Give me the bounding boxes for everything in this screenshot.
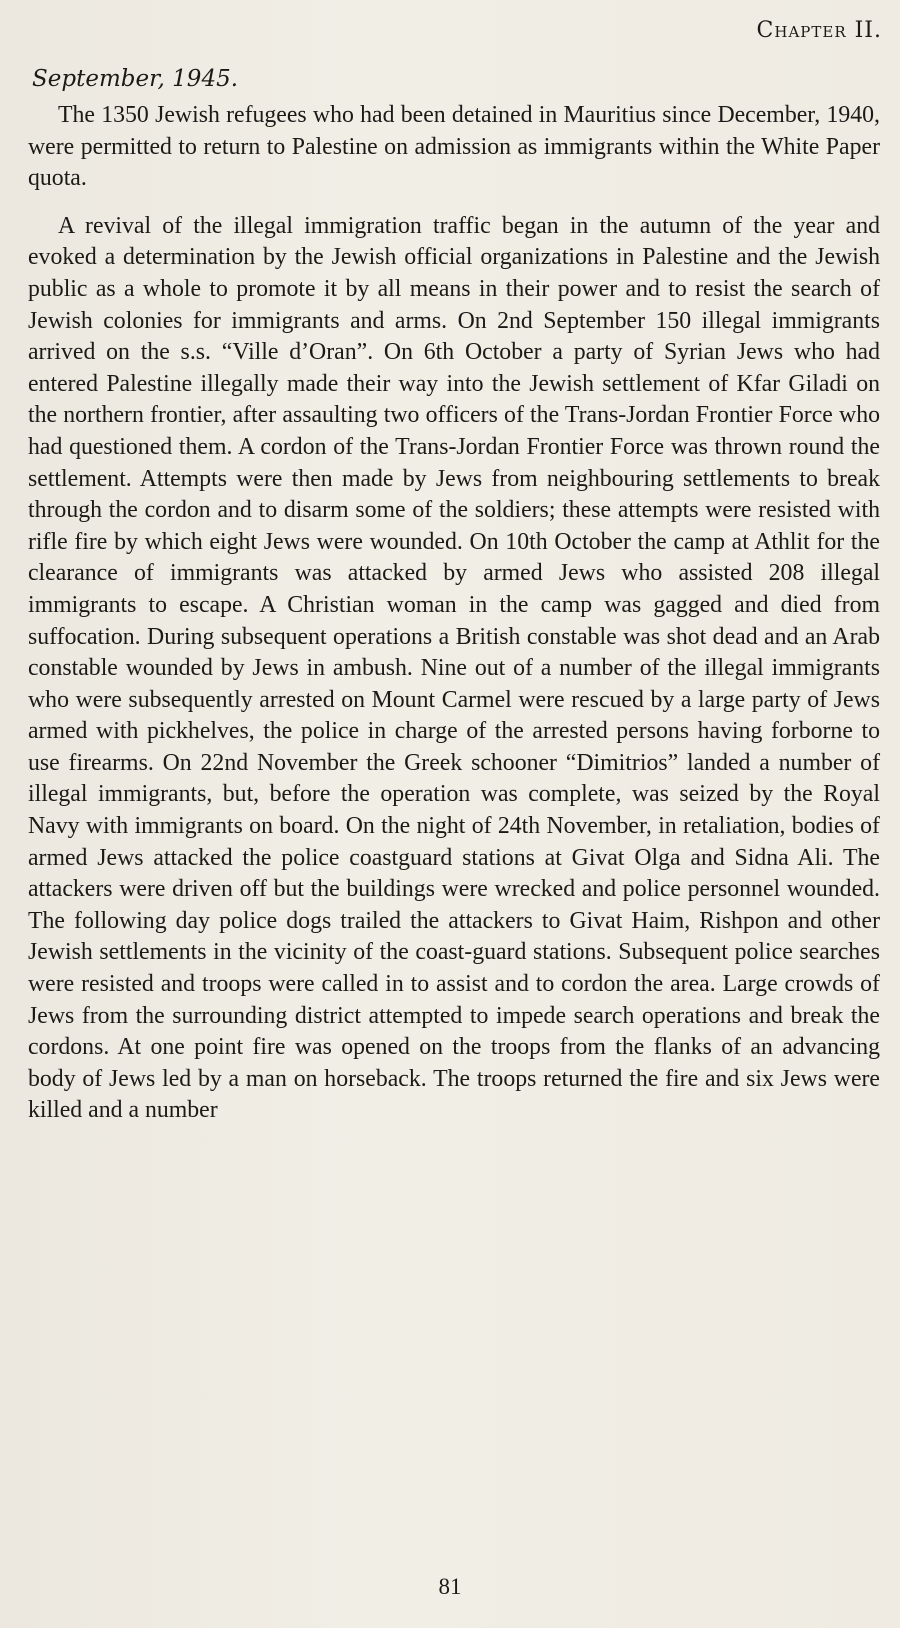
body-text: [28, 100, 880, 1127]
paragraph-illegal-immigration: A revival of the illegal immigration traffic began in the autumn of the year and evoked a determination by the Jewish official organizations in Palestine and the Jewish public as a whole to promote it by all means in their power and to resist the search of Jewish colonies for immigrants and arms. On 2nd September 150 illegal immigrants arrived on the s.s. “Ville d’Oran”. On 6th October a party of Syrian Jews who had entered Palestine illegally made their way into the Jewish settlement of Kfar Giladi on the northern frontier, after assaulting two officers of the Trans-Jordan Frontier Force who had questioned them. A cordon of the Trans-Jordan Frontier Force was thrown round the settlement. Attempts were then made by Jews from neighbouring settlements to break through the cordon and to disarm some of the soldiers; these attempts were resisted with rifle fire by which eight Jews were wounded. On 10th October the camp at Athlit for the clearance of immigrants was attacked by armed Jews who assisted 208 illegal immigrants to escape. A Christian woman in the camp was gagged and died from suffocation. During subsequent operations a British constable was shot dead and an Arab constable wounded by Jews in ambush. Nine out of a number of the illegal immigrants who were subsequently arrested on Mount Carmel were rescued by a large party of Jews armed with pickhelves, the police in charge of the arrested persons having forborne to use firearms. On 22nd November the Greek schooner “Dimitrios” landed a number of illegal immigrants, but, before the operation was complete, was seized by the Royal Navy with immigrants on board. On the night of 24th November, in retaliation, bodies of armed Jews attacked the police coastguard stations at Givat Olga and Sidna Ali. The attackers were driven off but the buildings were wrecked and police personnel wounded. The following day police dogs trailed the attackers to Givat Haim, Rishpon and other Jewish settlements in the vicinity of the coast-guard stations. Subsequent police searches were resisted and troops were called in to assist and to cordon the area. Large crowds of Jews from the surrounding district attempted to impede search operations and break the cordons. At one point fire was opened on the troops from the flanks of an advancing body of Jews led by a man on horseback. The troops returned the fire and six Jews were killed and a number: [28, 212, 880, 1124]
page-number: 81: [438, 1574, 462, 1599]
paragraph-refugees: The 1350 Jewish refugees who had been detained in Mauritius since December, 1940, were permitted to return to Palestine on admission as immigrants within the White Paper quota.: [28, 102, 880, 192]
section-date: September, 1945.: [32, 66, 239, 92]
chapter-heading: Chapter II.: [756, 18, 882, 43]
